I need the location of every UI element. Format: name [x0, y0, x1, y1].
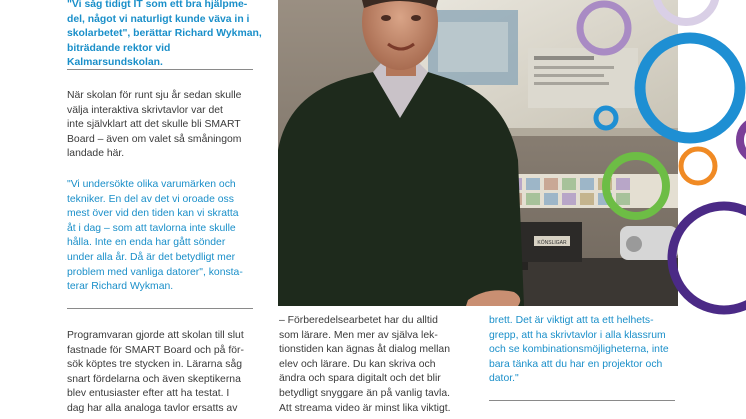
ring-lilac [580, 4, 628, 52]
line: ändra och spara digitalt och det blir [279, 373, 441, 385]
line: tionstiden kan ägnas åt dialog mellan [279, 344, 450, 356]
line: bara tänka att du har en projektor och [489, 358, 663, 370]
ring-blue-large [640, 38, 740, 138]
line: brett. Det är viktigt att ta ett helhets- [489, 315, 654, 326]
line: åt i dag – som att tavlorna inte skulle [67, 222, 236, 234]
divider [489, 400, 675, 401]
line: inte självklart att det skulle bli SMART [67, 119, 241, 131]
ring-orange [681, 149, 715, 183]
line: och se kombinationsmöjligheterna, inte [489, 344, 669, 356]
line: Board – även om valet så småningom [67, 133, 242, 145]
line: fastnade för SMART Board och på för- [67, 344, 244, 356]
left-quote-2 [67, 178, 267, 295]
line: problem med vanliga datorer", konsta- [67, 266, 243, 278]
box-label-right: KÖNSLIGAR [537, 240, 567, 246]
line: som lärare. Men mer av själva lek- [279, 329, 438, 341]
left-quote-1 [67, 0, 267, 71]
line: tekniker. En del av det vi oroade oss [67, 193, 234, 205]
left-paragraph-2 [67, 329, 267, 417]
line: elev och lärare. Du kan skriva och [279, 358, 436, 370]
line: grepp, att ha skrivtavlor i alla klassrum [489, 329, 666, 341]
line: – Förberedelsearbetet har du alltid [279, 315, 438, 326]
ring-pale-top [656, 0, 716, 22]
line: terar Richard Wykman. [67, 281, 174, 293]
divider [67, 308, 253, 309]
line: biträdande rektor vid Kalmarsundskolan. [67, 42, 171, 69]
right-quote [489, 314, 685, 387]
line: del, något vi naturligt kunde väva in i [67, 13, 250, 25]
line: Programvaran gjorde att skolan till slut [67, 330, 244, 341]
line: hålla. Inte en enda har gått sönder [67, 237, 226, 249]
board-image-inner [438, 22, 508, 72]
ring-green [606, 156, 666, 216]
line: dag har alla analoga tavlor ersatts av [67, 402, 238, 414]
line: sök köptes tre stycken in. Lärarna såg [67, 359, 242, 371]
line: landade här. [67, 148, 125, 160]
line: skolarbetet", berättar Richard Wykman, [67, 28, 262, 40]
line: mest över vid den tiden kan vi skratta [67, 208, 239, 220]
divider [67, 69, 253, 70]
line: dator." [489, 373, 519, 385]
line: "Vi såg tidigt IT som ett bra hjälpme- [67, 0, 248, 10]
middle-paragraph [279, 314, 479, 416]
line: Att streama video är minst lika viktigt. [279, 402, 451, 414]
line: snart fördelarna och även skeptikerna [67, 373, 241, 385]
ring-indigo [672, 206, 746, 310]
left-paragraph-1 [67, 89, 267, 162]
line: När skolan för runt sju år sedan skulle [67, 90, 242, 101]
ring-blue-small [596, 108, 616, 128]
line: betydligt snyggare än på vanlig tavla. [279, 387, 450, 399]
line: "Vi undersökte olika varumärken och [67, 179, 236, 190]
line: blev entusiaster efter att ha testat. I [67, 388, 230, 400]
line: under alla år. Då är det betydligt mer [67, 251, 236, 263]
line: välja interaktiva skrivtavlor var det [67, 104, 223, 116]
ring-purple-edge [740, 120, 746, 160]
